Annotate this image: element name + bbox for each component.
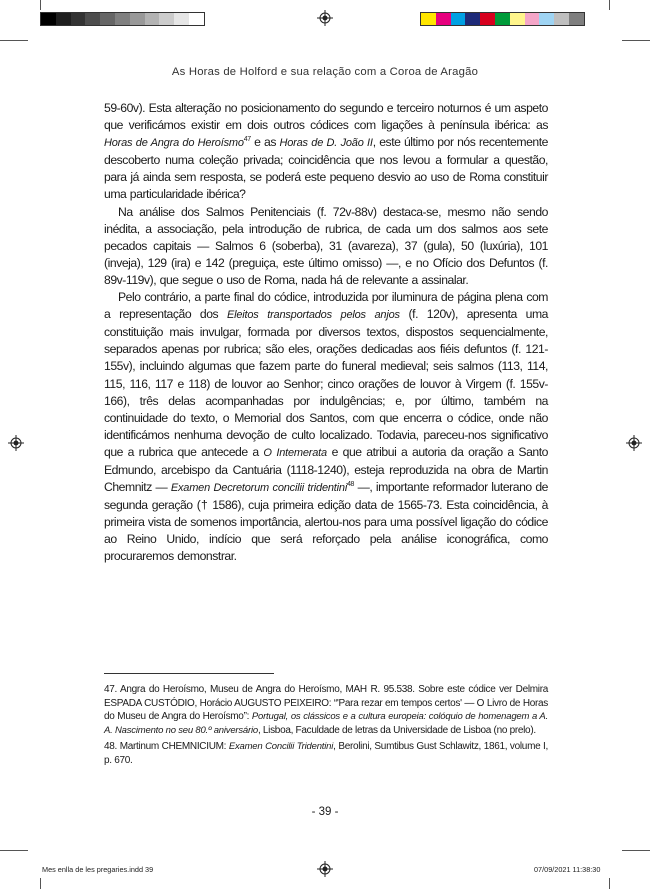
color-swatch: [85, 13, 100, 25]
color-swatch: [480, 13, 495, 25]
color-swatch: [554, 13, 569, 25]
process-color-bar: [420, 12, 585, 26]
crop-mark: [609, 878, 610, 889]
paragraph: Pelo contrário, a parte final do códice, introduzida por iluminura de página plena com a representação dos Eleitos transportados pelos anjos (f. 120v), apresenta uma constituição mais invulgar, formada por diversos textos, dispostos sequencialmente, separados apenas por rubrica; são eles, orações dedicadas aos fiéis defuntos (f. 121-155v), incluindo algumas que fazem parte do funeral medieval; seis salmos (113, 114, 115, 116, 117 e 118) de louvor ao Senhor; cinco orações de louvor à Virgem (f. 155v-166), três delas acompanhadas por indulgências; e, por último, também na continuidade do texto, o Memorial dos Santos, com que encerra o códice, onde não identificámos nenhuma devoção de culto localizado. Todavia, pareceu-nos significativo que a rubrica que antecede a O Intemerata e que atribui a autoria da oração a Santo Edmundo, arcebispo da Cantuária (1118-1240), esteja reproduzida na obra de Martin Chemnitz — Examen Decretorum concilii tridentini$^{48}$ —, importante reformador luterano de segunda geração († 1586), cuja primeira edição data de 1565-73. Esta coincidência, à primeira vista de somenos importância, alertou-nos para uma possível ligação do códice ao Reino Unido, indício que será reforçado pela análise iconográfica, como procuraremos demonstrar.: [104, 290, 549, 564]
slug-datetime: 07/09/2021 11:38:30: [534, 865, 601, 874]
grayscale-color-bar: [40, 12, 205, 26]
color-swatch: [539, 13, 554, 25]
color-swatch: [421, 13, 436, 25]
slug-filename: Mes enlla de les pregaries.indd 39: [42, 865, 154, 874]
italic-title: Eleitos transportados pelos anjos: [226, 309, 400, 322]
color-swatch: [569, 13, 584, 25]
color-swatch: [525, 13, 540, 25]
body-text: [104, 100, 548, 566]
footnote-47: 47. Angra do Heroísmo, Museu de Angra do Heroísmo, MAH R. 95.538. Sobre este códice ver Delmira ESPADA CUSTÓDIO, Horácio AUGUSTO PEIXEIRO: “'Para rezar em tempos certos' — O Livro de Horas do Museu de Angra do Heroísmo”: Portugal, os clássicos e a cultura europeia: colóquio de homenagem a A. A. Nascimento no seu 80.º aniversário, Lisboa, Faculdade de letras da Universidade de Lisboa (no prelo).: [104, 684, 549, 736]
color-swatch: [159, 13, 174, 25]
color-swatch: [130, 13, 145, 25]
registration-mark-icon: [8, 435, 24, 451]
color-swatch: [56, 13, 71, 25]
footnote-divider: [104, 673, 274, 674]
italic-title: Horas de Angra do Heroísmo: [104, 137, 244, 150]
color-swatch: [451, 13, 466, 25]
footnote-ref-48[interactable]: 48: [347, 481, 354, 488]
registration-mark-icon: [317, 861, 333, 877]
italic-title: O Intemerata: [263, 446, 327, 459]
color-swatch: [100, 13, 115, 25]
footnote-ref-47[interactable]: 47: [243, 136, 251, 144]
color-swatch: [510, 13, 525, 25]
color-swatch: [189, 13, 204, 25]
paragraph: 59-60v). Esta alteração no posicionamento do segundo e terceiro noturnos é um aspeto que verificámos existir em dois outros códices com ligações à península ibérica: as Horas de Angra do Heroísmo$^{47}$ e as Horas de D. João II, este último por nós recentemente descoberto numa coleção privada; coincidência que nos levou a formular a questão, para já ainda sem resposta, se poderá este pequeno desvio ao uso de Roma constituir uma particularidade ibérica?: [104, 101, 549, 202]
crop-mark: [40, 0, 41, 10]
crop-mark: [622, 40, 650, 41]
color-swatch: [495, 13, 510, 25]
paragraph: Na análise dos Salmos Penitenciais (f. 72v-88v) destaca-se, mesmo não sendo inédita, a associação, pela introdução de rubrica, de cada um dos salmos aos sete pecados capitais — Salmos 6 (soberba), 31 (avareza), 37 (gula), 50 (luxúria), 101 (inveja), 129 (ira) e 142 (preguiça, este último omisso) —, e no Ofício dos Defuntos (f. 89v-119v), que segue o uso de Roma, nada há de relevante a assinalar.: [104, 204, 548, 287]
page-number: - 39 -: [311, 806, 339, 818]
registration-mark-icon: [317, 10, 333, 26]
color-swatch: [465, 13, 480, 25]
crop-mark: [609, 0, 610, 10]
footnote-48: 48. Martinum CHEMNICIUM: Examen Concilii Tridentini, Berolini, Sumtibus Gust Schlawitz, 1861, volume I, p. 670.: [104, 741, 549, 766]
color-swatch: [436, 13, 451, 25]
color-swatch: [115, 13, 130, 25]
footnotes: [104, 683, 548, 771]
registration-mark-icon: [626, 435, 642, 451]
color-swatch: [41, 13, 56, 25]
crop-mark: [0, 40, 28, 41]
color-swatch: [71, 13, 86, 25]
running-header: As Horas de Holford e sua relação com a Coroa de Aragão: [171, 66, 479, 78]
crop-mark: [0, 850, 28, 851]
italic-title: Horas de D. João II: [279, 137, 373, 150]
color-swatch: [145, 13, 160, 25]
crop-mark: [40, 878, 41, 889]
italic-title: Examen Decretorum concilii tridentini: [170, 482, 348, 495]
crop-mark: [622, 850, 650, 851]
color-swatch: [174, 13, 189, 25]
